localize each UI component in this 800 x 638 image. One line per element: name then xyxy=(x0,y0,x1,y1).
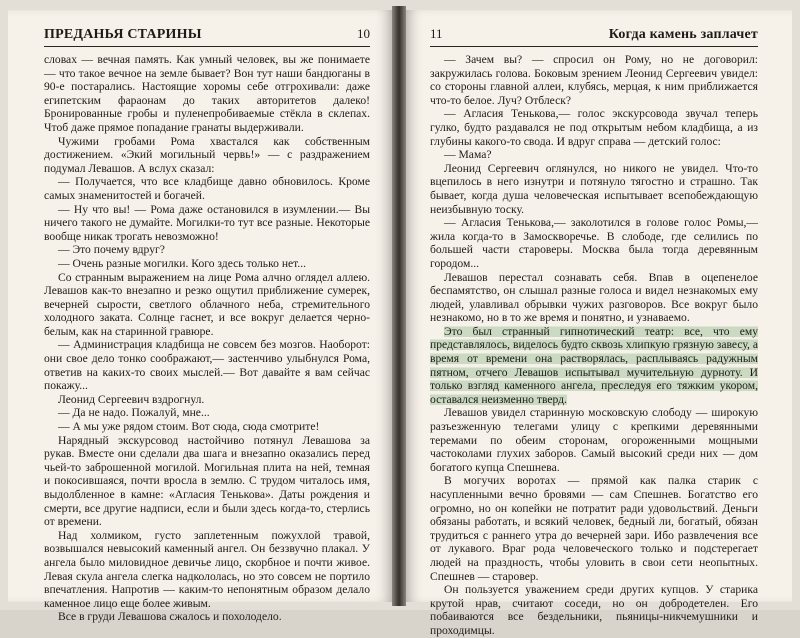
paragraph: — Агласия Тенькова,— голос экскурсовода звучал теперь гулко, будто раздавался не под открытым небом кладбища, а из глубины какого-то свода. И вдруг справа — детский голос: xyxy=(430,107,758,148)
paragraph: — Мама? xyxy=(444,148,492,162)
paragraph: — Получается, что все кладбище давно обновилось. Кроме самых знаменитостей и богачей. xyxy=(44,175,370,202)
paragraph: — Агласия Тенькова,— заколотился в голове голос Ромы,— жила когда-то в Замоскворечье. В слободе, где селились по большей части староверы. Москва была тогда деревянным городом... xyxy=(430,216,758,270)
running-title: Когда камень заплачет xyxy=(608,27,758,42)
paragraph: Чужими гробами Рома хвастался как собственным достижением. «Экий могильный червь!» — с раздражением подумал Левашов. А вслух сказал: xyxy=(44,134,370,175)
paragraph: — Да не надо. Пожалуй, мне... xyxy=(58,406,210,420)
paragraph: — Это почему вдруг? xyxy=(58,243,165,257)
paragraph: Со странным выражением на лице Рома алчно оглядел аллею. Левашов как-то внезапно и резко ощутил приближение сумерек, вечерней сырости, светлого облачного неба, стремительного холодного заката. Солнце гаснет, и все вокруг делается черно-белым, как на старинной гравюре. xyxy=(44,270,370,338)
paragraph: Левашов перестал сознавать себя. Впав в оцепенелое беспамятство, он слышал разные голоса и видел незнакомых ему людей, улавливал обрывки чужих разговоров. Все вокруг было незнакомо, но в то же время и понятно, и узнаваемо. xyxy=(430,270,758,325)
paragraph: Левашов увидел старинную московскую слободу — широкую разъезженную телегами улицу с крепкими деревянными теремами по обеим сторонам, огороженными мощными частоколами глухих заборов. Самый высокий среди них — дом богатого купца Спешнева. xyxy=(430,406,758,474)
left-page xyxy=(8,10,392,624)
right-page xyxy=(406,10,792,637)
paragraph: словах — вечная память. Как умный человек, вы же понимаете — что такое вечное на земле бывает? Вон тут наши бандюганы в 90-е постарались. Настоящие хоромы себе отгрохивали: даже египетским фараонам до таких авторитетов далеко! Бронированные гробы и пуленепробиваемые стёкла в склепах. Чтоб даже прямое попадание гранаты выдерживали. xyxy=(44,53,370,134)
highlighted-paragraph xyxy=(430,325,758,407)
paragraph: Леонид Сергеевич оглянулся, но никого не увидел. Что-то вцепилось в него изнутри и потянуло тягостно и страшно. Так бывает, когда душа человеческая испытывает всепобеждающую неизбывную тоску. xyxy=(430,161,758,216)
left-page-header xyxy=(44,26,370,47)
paragraph: Он пользуется уважением среди других купцов. У старика крутой нрав, считают соседи, но он добродетелен. Его побаиваются все бездельники, пьяницы-никчемушники и проходимцы. xyxy=(430,583,758,637)
paragraph: — Зачем вы? — спросил он Рому, но не договорил: закружилась голова. Боковым зрением Леонид Сергеевич увидел: со стороны главной аллеи, клубясь, мерцая, к ним приближается что-то белое. Луч? Отблеск? xyxy=(430,53,758,107)
paragraph: Над холмиком, густо заплетенным пожухлой травой, возвышался невысокий каменный ангел. Он беззвучно плакал. У ангела было миловидное девичье лицо, скорбное и почти живое. Левая скула ангела слегка надкололась, но это совсем не портило впечатления. Напротив — каким-то непонятным образом делало каменное лицо еще более живым. xyxy=(44,528,370,610)
paragraph: В могучих воротах — прямой как палка старик с насупленными вечно бровями — сам Спешнев. Богатство его огромно, но он копейки не потратит ради удовольствий. Деньги обязаны работать, и всякий человек, бедный ли, богатый, обязан трудиться с раннего утра до вечерней зари. Ибо развлечения все от лукавого. Враг рода человеческого только и подстерегает людей на праздность, чтобы уловить в свои сети неопытных. Спешнев — старовер. xyxy=(430,474,758,583)
paragraph: Леонид Сергеевич вздрогнул. xyxy=(58,392,205,406)
right-page-text xyxy=(430,53,758,638)
paragraph: — Администрация кладбища не совсем без мозгов. Наоборот: они свое дело тонко соображают,— застенчиво улыбнулся Рома, ответив на каких-то своих мыслей.— Вот давайте я вам сейчас покажу... xyxy=(44,338,370,393)
paragraph: — Ну что вы! — Рома даже остановился в изумлении.— Вы ничего такого не думайте. Могилки-то тут все разные. Некоторые вообще никак трогать невозможно! xyxy=(44,202,370,243)
page-number: 10 xyxy=(357,26,370,41)
paragraph: — А мы уже рядом стоим. Вот сюда, сюда смотрите! xyxy=(58,420,320,434)
paragraph: Все в груди Левашова сжалось и похолодело. xyxy=(58,610,282,624)
page-number: 11 xyxy=(430,26,443,41)
highlight-marker: Это был странный гипнотический театр: все, что ему представлялось, виделось будто сквозь хлипкую грязную завесу, а время от времени она растворялась, расплываясь радужным пятном, отчего Левашов испытывал мучительную дурноту. И только взгляд каменного ангела, преследуя его тяжким укором, оставался неизменно тверд. xyxy=(430,324,758,406)
right-page-header xyxy=(430,26,758,47)
running-title: ПРЕДАНЬЯ СТАРИНЫ xyxy=(44,27,202,42)
paragraph: Нарядный экскурсовод настойчиво потянул Левашова за рукав. Вместе они сделали два шага и внезапно оказались перед чьей-то заброшенной могилой. Могильная плита на ней, темная и покосившаяся, почти вросла в землю. С трудом читалось имя, выдолбленное в камне: «Агласия Тенькова». Даты рождения и смерти, все другие надписи, если и были здесь когда-то, стерлись от времени. xyxy=(44,433,370,529)
book-gutter xyxy=(392,6,406,606)
paragraph: — Очень разные могилки. Кого здесь только нет... xyxy=(58,256,307,270)
left-page-text xyxy=(44,53,370,624)
